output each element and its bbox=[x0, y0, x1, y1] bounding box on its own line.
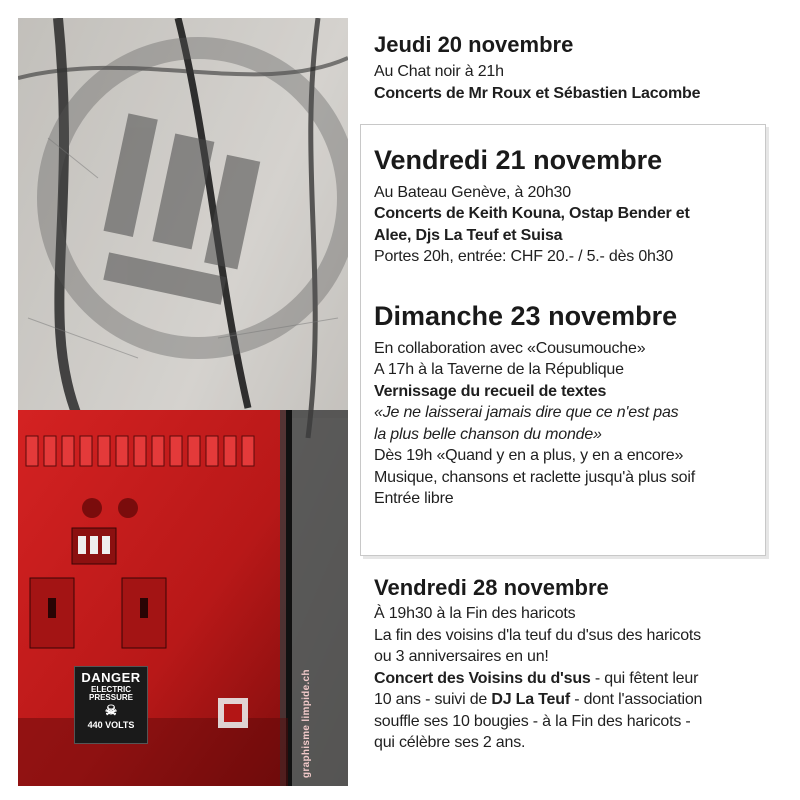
event-line: Au Bateau Genève, à 20h30 bbox=[374, 183, 571, 201]
danger-sign bbox=[74, 666, 148, 744]
event-line: A 17h à la Taverne de la République bbox=[374, 361, 624, 379]
event-line-bold: Vernissage du recueil de textes bbox=[374, 382, 607, 400]
danger-sign-voltage: 440 VOLTS bbox=[87, 720, 135, 730]
event-line-rich bbox=[374, 689, 702, 711]
event-text: - dont l'association bbox=[569, 691, 703, 709]
event-line: qui célèbre ses 2 ans. bbox=[374, 734, 526, 752]
event-line-italic: «Je ne laisserai jamais dire que ce n'est pas bbox=[374, 404, 679, 422]
event-line: Dès 19h «Quand y en a plus, y en a encore» bbox=[374, 447, 684, 465]
event-line: ou 3 anniversaires en un! bbox=[374, 648, 549, 666]
event-text: - qui fêtent leur bbox=[590, 669, 699, 687]
event-jeudi-20 bbox=[374, 33, 700, 104]
event-vendredi-21 bbox=[374, 146, 690, 268]
event-line: En collaboration avec «Cousumouche» bbox=[374, 339, 646, 357]
skull-icon: ☠ bbox=[104, 702, 118, 718]
event-line: Portes 20h, entrée: CHF 20.- / 5.- dès 0h30 bbox=[374, 248, 674, 266]
event-line: Entrée libre bbox=[374, 490, 454, 508]
event-date: Jeudi 20 novembre bbox=[374, 32, 574, 57]
designer-credit: graphisme limpide.ch bbox=[301, 669, 312, 778]
event-vendredi-28 bbox=[374, 576, 702, 754]
poster-artwork bbox=[18, 18, 348, 786]
event-line-bold: Alee, Djs La Teuf et Suisa bbox=[374, 226, 563, 244]
event-line-rich bbox=[374, 668, 702, 690]
danger-sign-title: DANGER bbox=[81, 670, 141, 685]
event-date: Vendredi 28 novembre bbox=[374, 575, 609, 600]
danger-sign-subtitle: ELECTRIC PRESSURE bbox=[88, 685, 133, 702]
concert-title: Concert des Voisins du d'sus bbox=[374, 669, 591, 687]
artwork-graphic bbox=[18, 18, 348, 786]
event-line: Musique, chansons et raclette jusqu'à plus soif bbox=[374, 468, 695, 486]
event-line: souffle ses 10 bougies - à la Fin des haricots - bbox=[374, 712, 691, 730]
event-line-italic: la plus belle chanson du monde» bbox=[374, 425, 602, 443]
event-line: À 19h30 à la Fin des haricots bbox=[374, 605, 576, 623]
event-text: 10 ans - suivi de bbox=[374, 691, 492, 709]
event-line-bold: Concerts de Keith Kouna, Ostap Bender et bbox=[374, 205, 690, 223]
event-line: Au Chat noir à 21h bbox=[374, 63, 504, 81]
event-dimanche-23 bbox=[374, 302, 695, 510]
dj-name: DJ La Teuf bbox=[491, 691, 570, 709]
event-date: Vendredi 21 novembre bbox=[374, 145, 663, 175]
event-date: Dimanche 23 novembre bbox=[374, 301, 678, 331]
event-line: La fin des voisins d'la teuf du d'sus des haricots bbox=[374, 626, 701, 644]
event-line-bold: Concerts de Mr Roux et Sébastien Lacombe bbox=[374, 84, 701, 102]
